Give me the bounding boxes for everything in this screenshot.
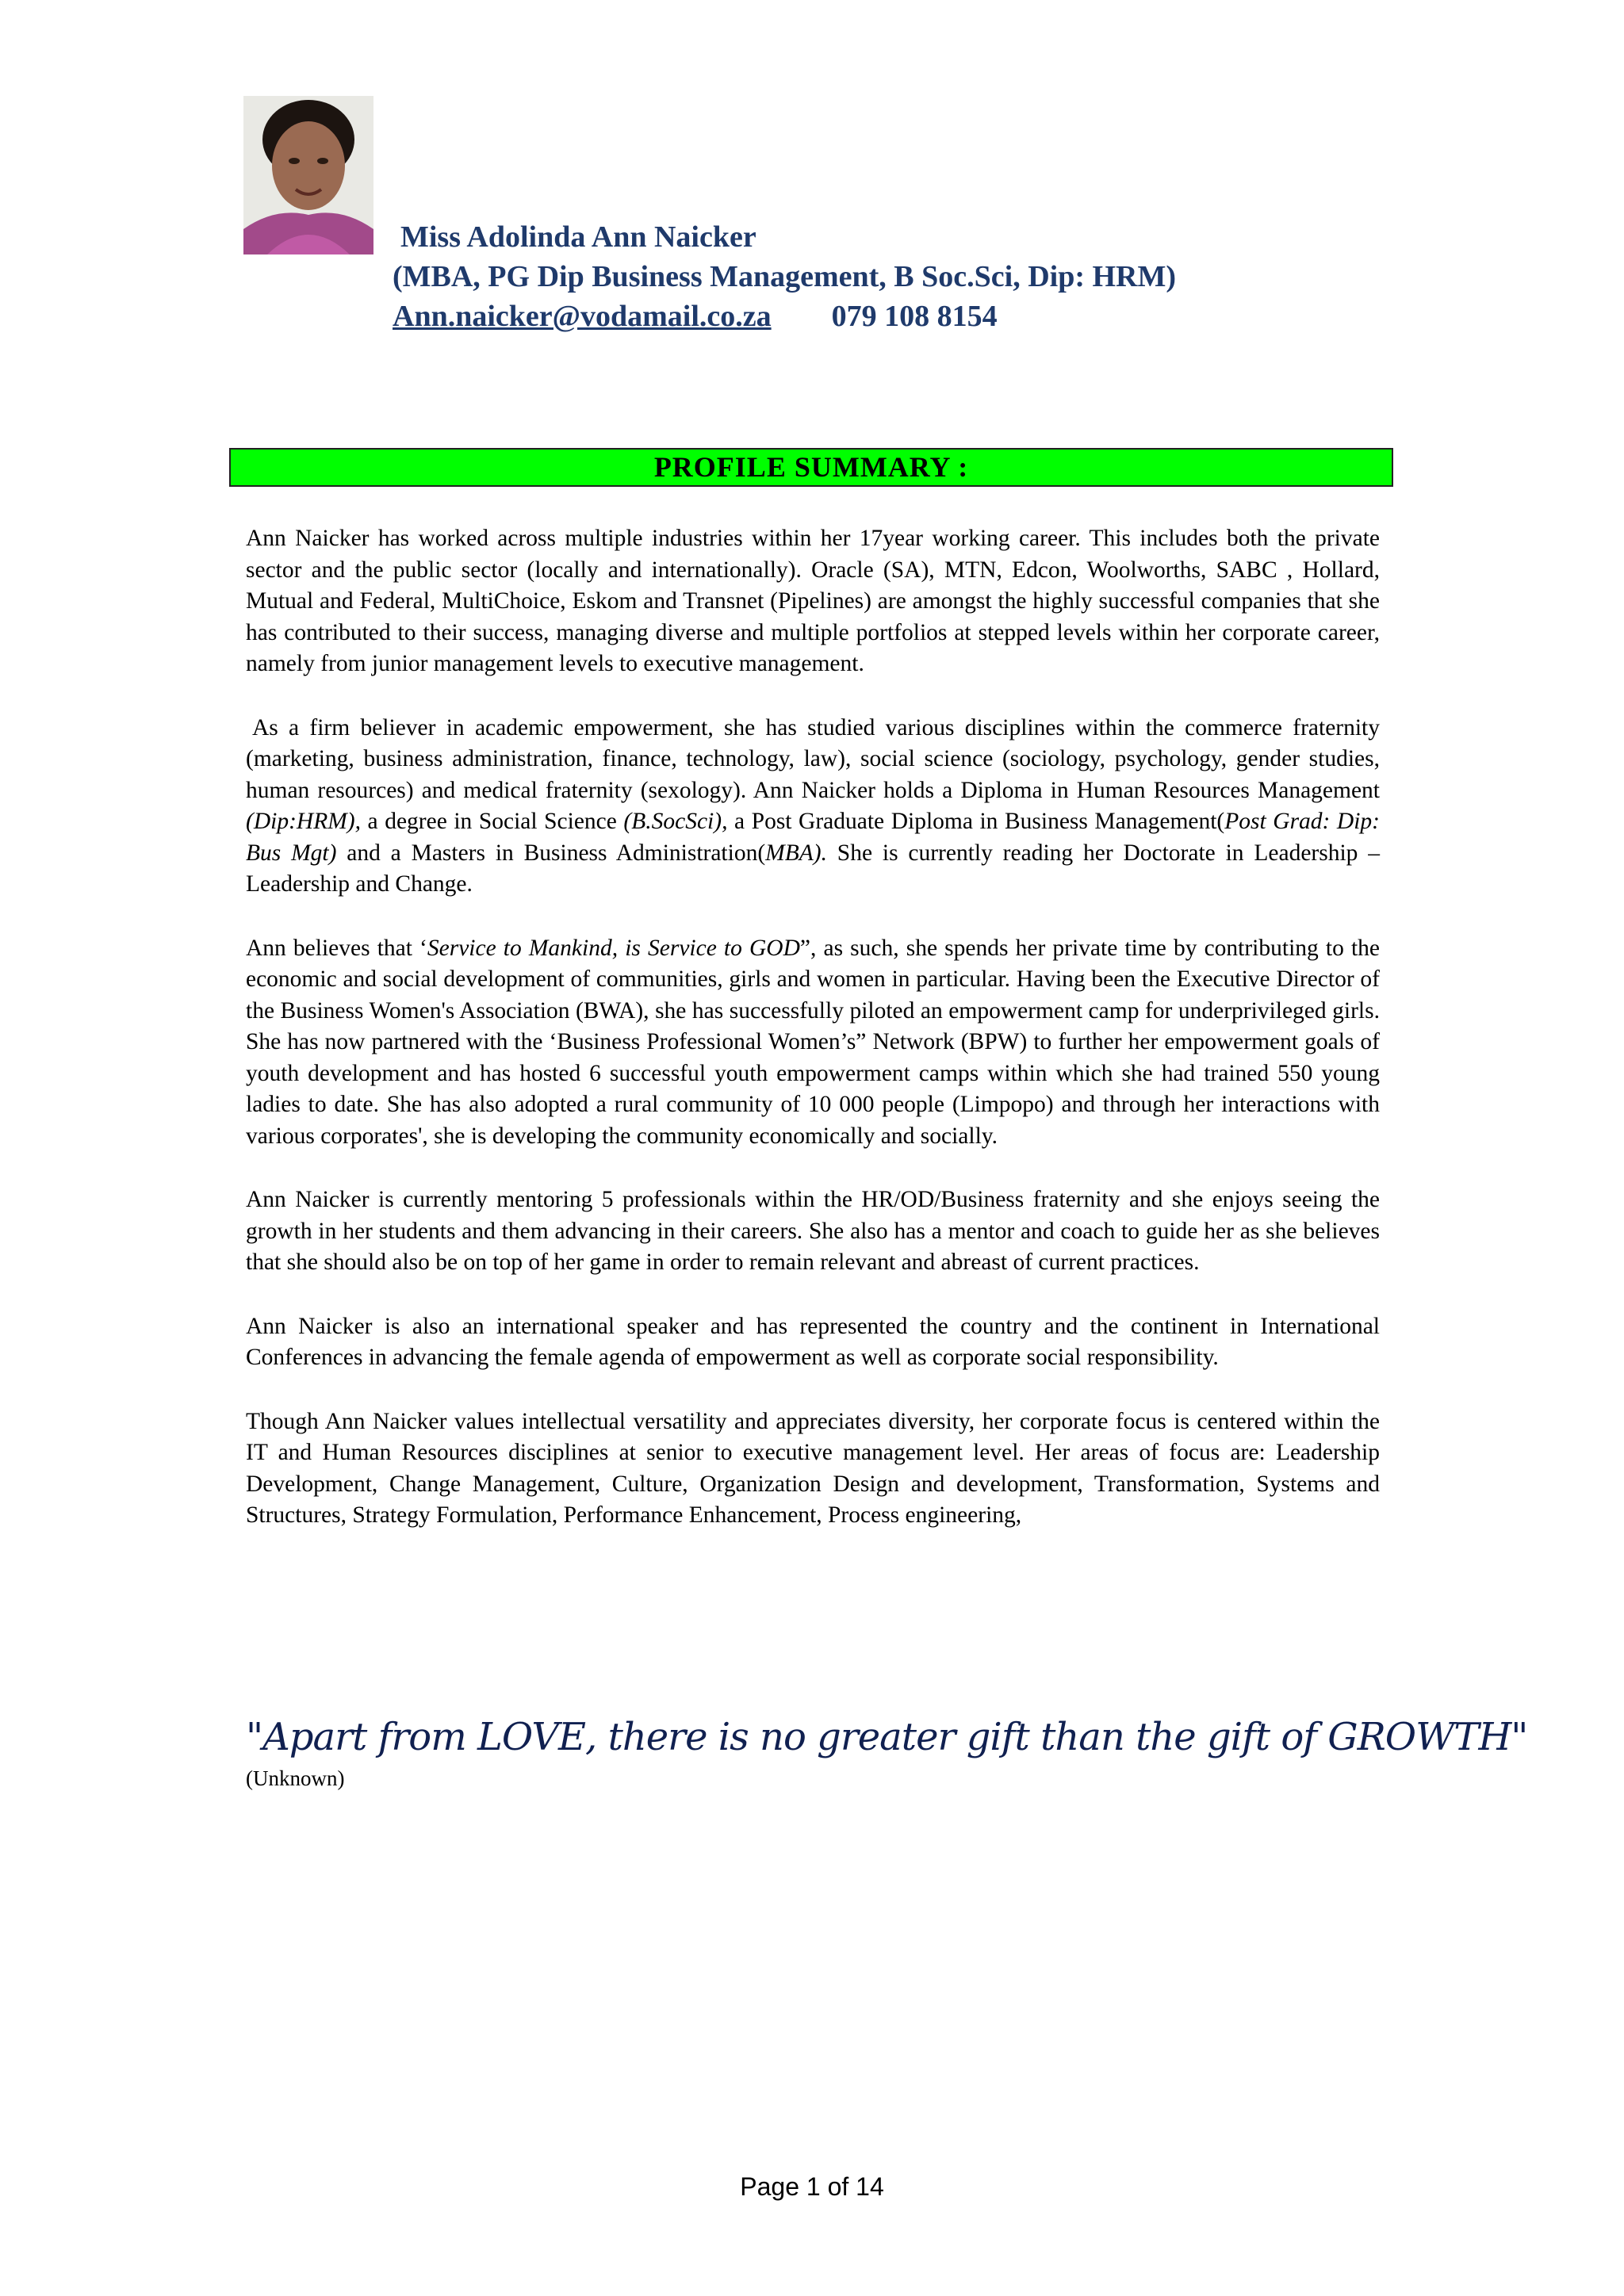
- paragraph-mentoring: Ann Naicker is currently mentoring 5 professionals within the HR/OD/Business fraternity and she enjoys seeing the growth in her students and them advancing in their careers. She also has a mentor and coach to guide her as she believes that she should also be on top of her game in order to remain relevant and abreast of current practices.: [246, 1187, 1380, 1275]
- text-run-italic: (B.SocSci),: [623, 809, 728, 834]
- paragraph-speaking: Ann Naicker is also an international speaker and has represented the country and the continent in International Conferences in advancing the female agenda of empowerment as well as corporate social responsibility.: [246, 1313, 1380, 1370]
- candidate-name: Miss Adolinda Ann Naicker: [400, 220, 756, 254]
- profile-summary-heading: PROFILE SUMMARY :: [229, 448, 1393, 487]
- text-run: ”, as such, she spends her private time by contributing to the economic and social development of communities, girls and women in particular. Having been the Executive Director of the Business Women's Association (BWA), she has successfully piloted an empowerment camp for underprivileged girls. She has now partnered with the ‘Business Professional Women’s” Network (BPW) to further her empowerment goals of youth development and has hosted 6 successful youth empowerment camps within which she had trained 550 young ladies to date. She has also adopted a rural community of 10 000 people (Limpopo) and through her interactions with various corporates', she is developing the community economically and socially.: [246, 935, 1380, 1149]
- text-run-italic: (Dip:HRM),: [246, 809, 361, 834]
- text-run: a degree in Social Science: [361, 809, 624, 834]
- contact-header: [393, 217, 1176, 336]
- phone-number: 079 108 8154: [831, 300, 998, 333]
- text-run-italic: Post Grad: Dip: Bus Mgt): [246, 809, 1380, 866]
- text-run: She is currently reading her Doctorate in Leadership – Leadership and Change.: [246, 840, 1380, 897]
- text-run: As a firm believer in academic empowerment, she has studied various disciplines within the commerce fraternity (marketing, business administration, finance, technology, law), social science (sociology, psychology, gender studies, human resources) and medical fraternity (sexology). Ann Naicker holds a Diploma in Human Resources Management: [246, 714, 1380, 803]
- paragraph-career: Ann Naicker has worked across multiple industries within her 17year working career. This includes both the private sector and the public sector (locally and internationally). Oracle (SA), MTN, Edcon, Woolworths, SABC , Hollard, Mutual and Federal, MultiChoice, Eskom and Transnet (Pipelines) are amongst the highly successful companies that she has contributed to their success, managing diverse and multiple portfolios at stepped levels within her corporate career, namely from junior management levels to executive management.: [246, 526, 1380, 676]
- growth-quote: "Apart from LOVE, there is no greater gift than the gift of GROWTH": [246, 1715, 1528, 1759]
- candidate-qualifications: (MBA, PG Dip Business Management, B Soc.Sci, Dip: HRM): [393, 260, 1176, 293]
- text-run: and a Masters in Business Administration(: [336, 840, 766, 866]
- text-run-italic: MBA).: [765, 840, 827, 866]
- quote-attribution: (Unknown): [246, 1766, 345, 1790]
- contact-line: [393, 297, 1176, 336]
- page-number: Page 1 of 14: [740, 2172, 884, 2201]
- email-link[interactable]: Ann.naicker@vodamail.co.za: [393, 300, 772, 333]
- paragraph-community: [246, 933, 1380, 1153]
- profile-photo-image: [243, 96, 373, 254]
- paragraph-focus: Though Ann Naicker values intellectual versatility and appreciates diversity, her corporate focus is centered within the IT and Human Resources disciplines at senior to executive management level. Her areas of focus are: Leadership Development, Change Management, Culture, Organization Design and development, Transformation, Systems and Structures, Strategy Formulation, Performance Enhancement, Process engineering,: [246, 1408, 1380, 1528]
- paragraph-education: [246, 713, 1380, 901]
- text-run: a Post Graduate Diploma in Business Management(: [727, 809, 1225, 834]
- text-run: Ann believes that ‘: [246, 935, 427, 961]
- profile-photo: [243, 96, 373, 254]
- profile-summary-body: [246, 523, 1380, 1564]
- text-run-italic: Service to Mankind, is Service to GOD: [427, 935, 800, 961]
